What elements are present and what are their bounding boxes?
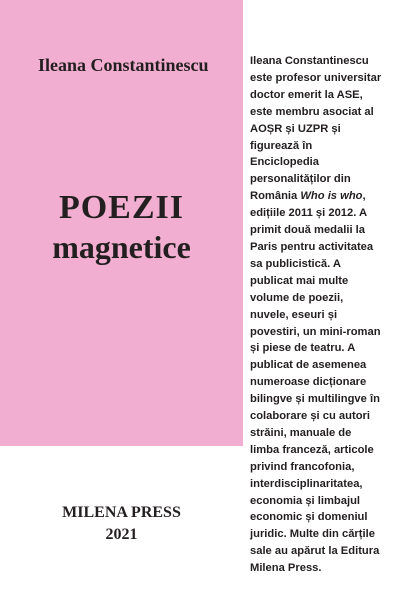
bio-line: volume de poezii, — [250, 291, 344, 304]
bio-line: și piese de teatru. A — [250, 342, 356, 355]
bio-line: bilingve și multilingve în — [250, 393, 380, 406]
bio-line: Milena Press. — [250, 562, 322, 575]
bio-line-with-italic — [250, 188, 398, 205]
title-line-2: magnetice — [52, 229, 191, 265]
book-title — [0, 188, 243, 266]
bio-line: doctor emerit la ASE, — [250, 88, 363, 101]
bio-line: numeroase dicționare — [250, 376, 367, 389]
publication-year: 2021 — [105, 526, 138, 543]
bio-line: privind francofonia, — [250, 460, 355, 473]
bio-line: publicat mai multe — [250, 274, 349, 287]
bio-line-start: România — [250, 190, 301, 203]
bio-line: personalităților din — [250, 173, 351, 186]
author-bio — [250, 53, 398, 577]
bio-line: Enciclopedia — [250, 156, 320, 169]
bio-line: Ileana Constantinescu — [250, 55, 369, 67]
bio-line: este profesor universitar — [250, 71, 382, 84]
bio-line: sale au apărut la Editura — [250, 545, 380, 558]
bio-line: economia și limbajul — [250, 494, 361, 507]
bio-line: figurează în — [250, 139, 313, 152]
bio-line: sa publicistică. A — [250, 257, 341, 270]
bio-line: publicat de asemenea — [250, 359, 367, 372]
bio-line: AOȘR și UZPR și — [250, 122, 341, 135]
bio-line-end: , — [362, 190, 366, 203]
bio-line: Paris pentru activitatea — [250, 240, 374, 253]
bio-line: juridic. Multe din cărțile — [250, 528, 375, 541]
bio-line: străini, manuale de — [250, 426, 352, 439]
bio-line: economic și domeniul — [250, 511, 368, 524]
italic-phrase: Who is who — [300, 190, 363, 203]
title-line-1: POEZII — [58, 189, 185, 226]
bio-line: primit două medalii la — [250, 224, 366, 237]
bio-line: interdisciplinaritatea, — [250, 477, 363, 490]
bio-line: povestiri, un mini-roman — [250, 325, 381, 338]
bio-line: colaborare și cu autori — [250, 410, 370, 423]
author-name: Ileana Constantinescu — [38, 55, 209, 75]
publisher-block — [0, 502, 243, 546]
bio-line: este membru asociat al — [250, 105, 374, 118]
bio-line: nuvele, eseuri și — [250, 308, 338, 321]
publisher-name: MILENA PRESS — [62, 504, 181, 521]
bio-line: edițiile 2011 și 2012. A — [250, 207, 368, 220]
bio-line: limba franceză, articole — [250, 443, 374, 456]
